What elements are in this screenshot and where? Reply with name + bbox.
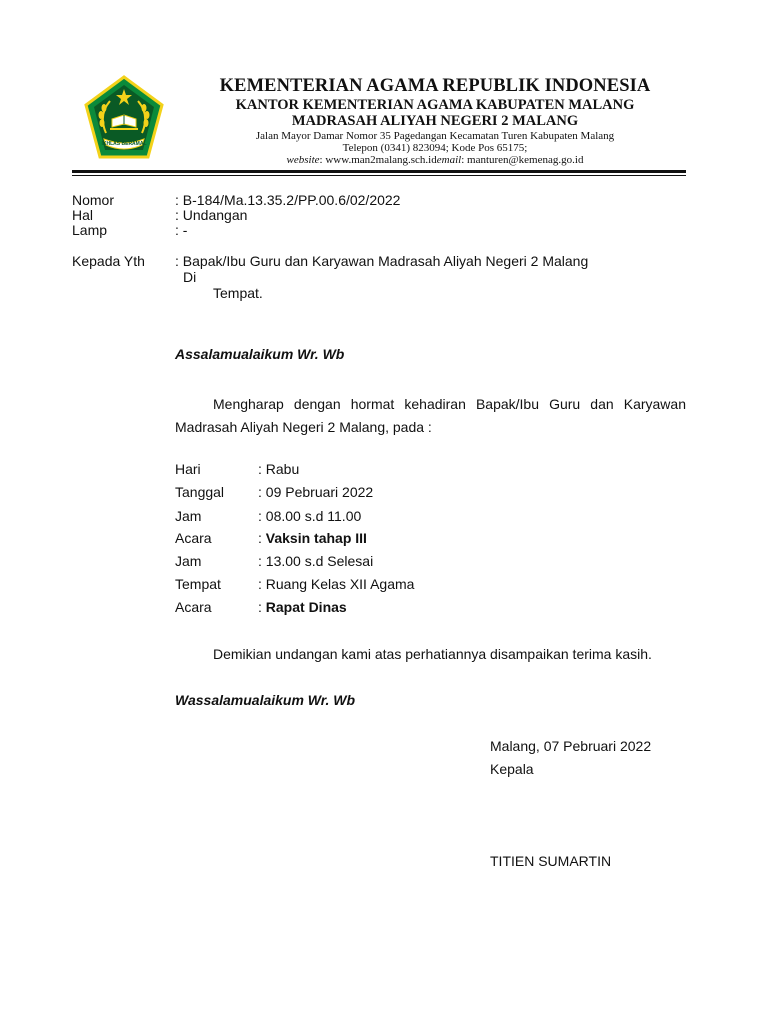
detail-acara-vaksin: Vaksin tahap III <box>265 530 367 546</box>
detail-value-hari: : Rabu <box>258 461 300 477</box>
invitation-paragraph: Mengharap dengan hormat kehadiran Bapak/Ibu Guru dan Karyawan Madrasah Aliyah Negeri 2 Malang, pada : <box>175 396 686 435</box>
closing-sentence: Demikian undangan kami atas perhatiannya disampaikan terima kasih. <box>213 646 652 662</box>
detail-value-acara-1 <box>258 530 367 547</box>
detail-label-jam-1: Jam <box>175 508 202 524</box>
hal-label: Hal <box>72 207 94 223</box>
letterhead-office: KANTOR KEMENTERIAN AGAMA KABUPATEN MALANG <box>235 97 635 113</box>
detail-label-tempat: Tempat <box>175 576 221 592</box>
detail-value-jam-2: : 13.00 s.d Selesai <box>258 553 374 569</box>
hal-value: : Undangan <box>175 207 248 223</box>
website-value: : www.man2malang.sch.id <box>319 154 437 166</box>
detail-value-tanggal: : 09 Pebruari 2022 <box>258 484 374 500</box>
lamp-label: Lamp <box>72 222 108 238</box>
logo-motto: IKHLAS BERAMAL <box>101 141 147 147</box>
recipient-value: : Bapak/Ibu Guru dan Karyawan Madrasah Aliyah Negeri 2 Malang <box>175 253 589 269</box>
lamp-value: : - <box>175 222 188 238</box>
letterhead-rule-thick <box>72 170 686 173</box>
detail-label-acara-2: Acara <box>175 599 212 615</box>
detail-label-hari: Hari <box>175 461 201 477</box>
detail-value-jam-1: : 08.00 s.d 11.00 <box>258 508 362 524</box>
detail-value-acara-2 <box>258 599 347 616</box>
recipient-tempat: Tempat. <box>213 285 263 301</box>
nomor-value: : B-184/Ma.13.35.2/PP.00.6/02/2022 <box>175 192 401 208</box>
recipient-label: Kepada Yth <box>72 253 145 269</box>
kemenag-logo <box>84 75 164 161</box>
letterhead-contact <box>180 154 690 166</box>
detail-label-jam-2: Jam <box>175 553 202 569</box>
nomor-label: Nomor <box>72 192 115 208</box>
email-value: : manturen@kemenag.go.id <box>461 154 584 166</box>
detail-label-tanggal: Tanggal <box>175 484 225 500</box>
letterhead-school: MADRASAH ALIYAH NEGERI 2 MALANG <box>291 113 579 129</box>
detail-acara-rapat: Rapat Dinas <box>265 599 347 615</box>
recipient-di: Di <box>183 269 197 285</box>
detail-colon: : <box>258 530 266 546</box>
signature-position: Kepala <box>490 761 534 777</box>
letterhead-ministry: KEMENTERIAN AGAMA REPUBLIK INDONESIA <box>219 76 651 96</box>
letterhead-phone: Telepon (0341) 823094; Kode Pos 65175; <box>342 142 528 154</box>
farewell: Wassalamualaikum Wr. Wb <box>175 692 355 708</box>
website-label: website <box>286 154 320 166</box>
signature-name: TITIEN SUMARTIN <box>490 853 612 869</box>
email-label: email <box>436 154 462 166</box>
letterhead-address: Jalan Mayor Damar Nomor 35 Pagedangan Kecamatan Turen Kabupaten Malang <box>255 130 615 142</box>
detail-colon: : <box>258 599 266 615</box>
letterhead-rule-thin <box>72 175 686 176</box>
detail-value-tempat: : Ruang Kelas XII Agama <box>258 576 415 592</box>
signature-place-date: Malang, 07 Pebruari 2022 <box>490 738 652 754</box>
detail-label-acara-1: Acara <box>175 530 212 546</box>
greeting: Assalamualaikum Wr. Wb <box>175 346 345 362</box>
